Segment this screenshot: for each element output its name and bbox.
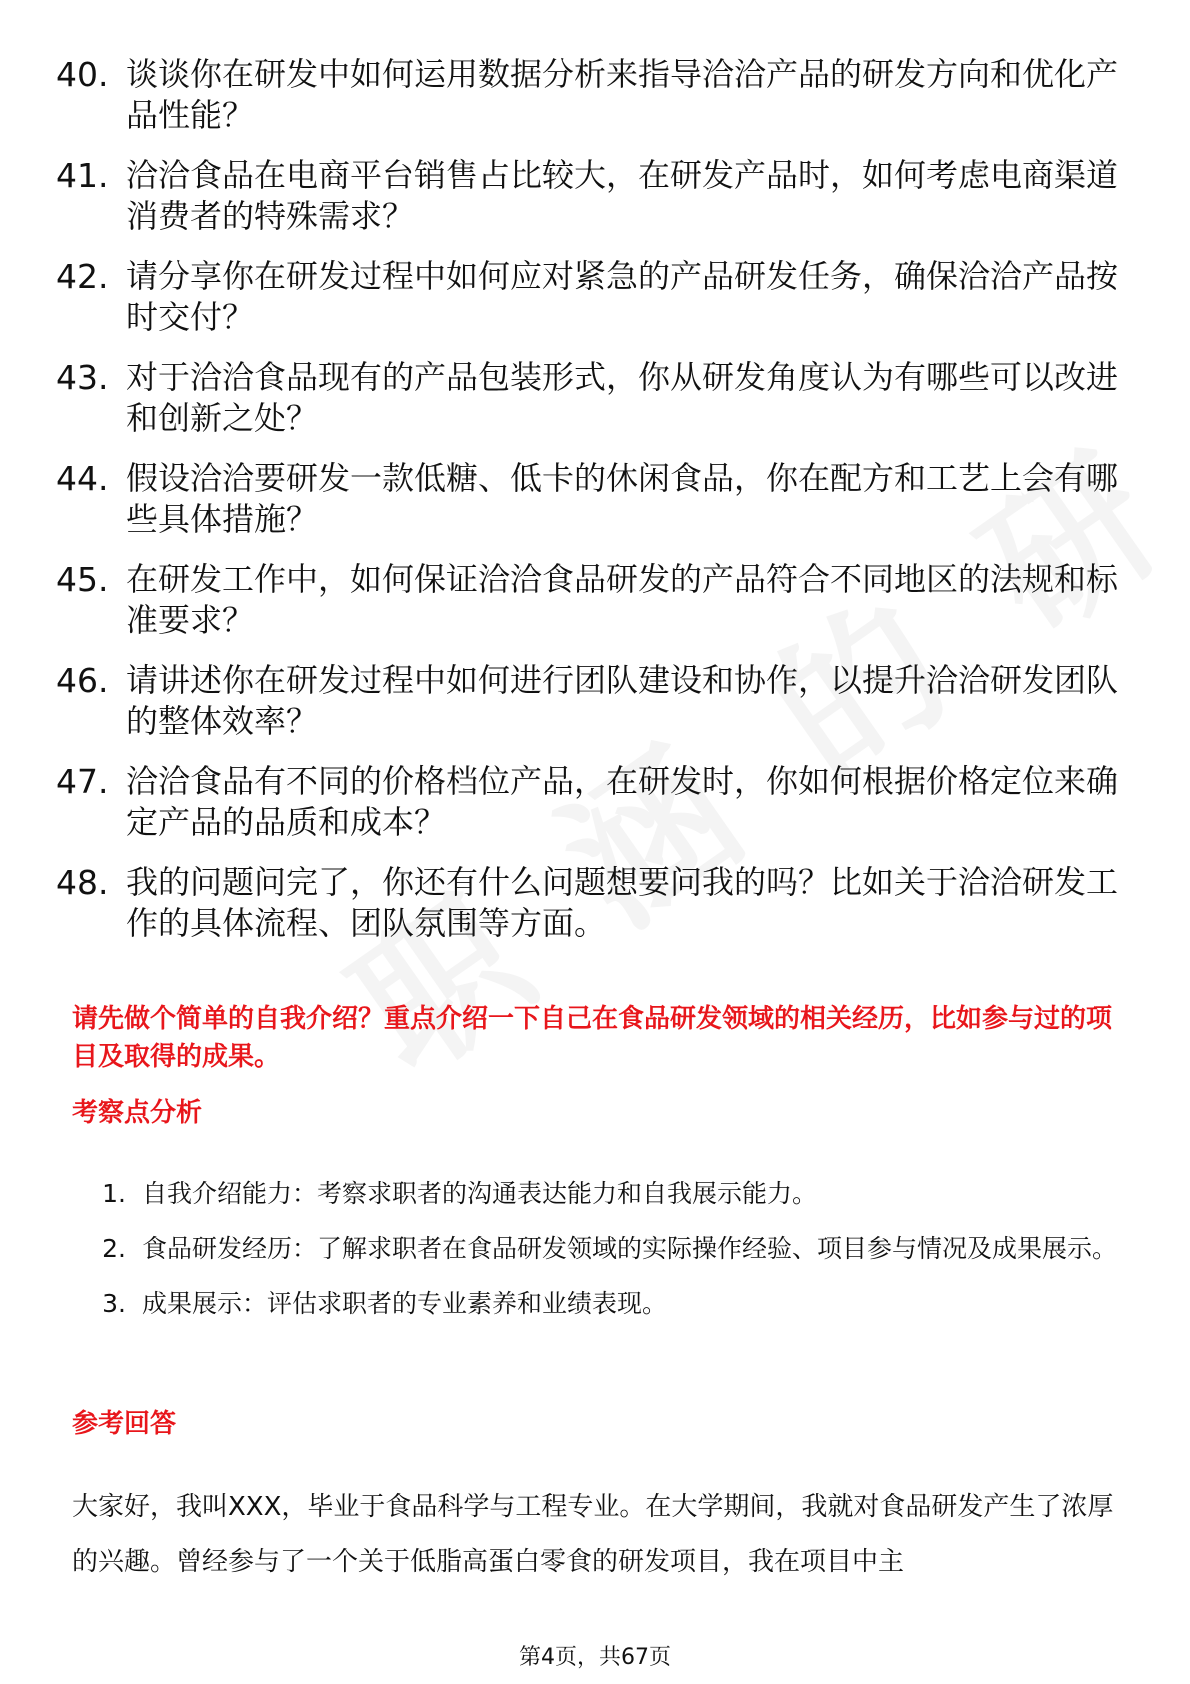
analysis-text: 成果展示：评估求职者的专业素养和业绩表现。 bbox=[142, 1289, 668, 1318]
page-footer: 第4页，共67页 bbox=[519, 1645, 671, 1670]
analysis-text: 自我介绍能力：考察求职者的沟通表达能力和自我展示能力。 bbox=[142, 1179, 818, 1208]
question-text: 请讲述你在研发过程中如何进行团队建设和协作，以提升洽洽研发团队的整体效率？ bbox=[126, 661, 1119, 740]
list-item bbox=[56, 559, 1136, 641]
question-number: 44. bbox=[56, 459, 109, 498]
list-item bbox=[56, 660, 1136, 742]
analysis-number: 1. bbox=[102, 1179, 126, 1208]
analysis-text: 食品研发经历：了解求职者在食品研发领域的实际操作经验、项目参与情况及成果展示。 bbox=[142, 1234, 1118, 1263]
list-item bbox=[72, 1166, 1132, 1221]
question-number: 46. bbox=[56, 661, 109, 700]
reference-answer: 大家好，我叫XXX，毕业于食品科学与工程专业。在大学期间，我就对食品研发产生了浓厚的兴趣。曾经参与了一个关于低脂高蛋白零食的研发项目，我在项目中主 bbox=[72, 1492, 1114, 1577]
question-number: 43. bbox=[56, 358, 109, 397]
question-text: 我的问题问完了，你还有什么问题想要问我的吗？比如关于洽洽研发工作的具体流程、团队氛围等方面。 bbox=[126, 863, 1119, 942]
question-text: 洽洽食品在电商平台销售占比较大，在研发产品时，如何考虑电商渠道消费者的特殊需求？ bbox=[126, 156, 1119, 235]
list-item bbox=[72, 1221, 1132, 1276]
question-text: 在研发工作中，如何保证洽洽食品研发的产品符合不同地区的法规和标准要求？ bbox=[126, 560, 1119, 639]
list-item bbox=[56, 761, 1136, 843]
question-text: 请分享你在研发过程中如何应对紧急的产品研发任务，确保洽洽产品按时交付？ bbox=[126, 257, 1119, 336]
question-number: 48. bbox=[56, 863, 109, 902]
list-item bbox=[56, 458, 1136, 540]
analysis-number: 2. bbox=[102, 1234, 126, 1263]
analysis-number: 3. bbox=[102, 1289, 126, 1318]
question-number: 41. bbox=[56, 156, 109, 195]
list-item bbox=[56, 155, 1136, 237]
question-number: 42. bbox=[56, 257, 109, 296]
list-item bbox=[56, 54, 1136, 136]
list-item bbox=[56, 357, 1136, 439]
analysis-heading: 考察点分析 bbox=[72, 1098, 203, 1128]
list-item bbox=[56, 862, 1136, 944]
question-text: 假设洽洽要研发一款低糖、低卡的休闲食品，你在配方和工艺上会有哪些具体措施？ bbox=[126, 459, 1119, 538]
list-item bbox=[56, 256, 1136, 338]
featured-question: 请先做个简单的自我介绍？重点介绍一下自己在食品研发领域的相关经历，比如参与过的项目及取得的成果。 bbox=[72, 1004, 1113, 1072]
reference-heading: 参考回答 bbox=[72, 1409, 177, 1439]
question-text: 洽洽食品有不同的价格档位产品，在研发时，你如何根据价格定位来确定产品的品质和成本？ bbox=[126, 762, 1119, 841]
question-number: 47. bbox=[56, 762, 109, 801]
question-text: 对于洽洽食品现有的产品包装形式，你从研发角度认为有哪些可以改进和创新之处？ bbox=[126, 358, 1119, 437]
question-number: 45. bbox=[56, 560, 109, 599]
analysis-list bbox=[72, 1166, 1132, 1331]
question-text: 谈谈你在研发中如何运用数据分析来指导洽洽产品的研发方向和优化产品性能？ bbox=[126, 55, 1119, 134]
question-list bbox=[56, 54, 1136, 963]
question-number: 40. bbox=[56, 55, 109, 94]
list-item bbox=[72, 1276, 1132, 1331]
